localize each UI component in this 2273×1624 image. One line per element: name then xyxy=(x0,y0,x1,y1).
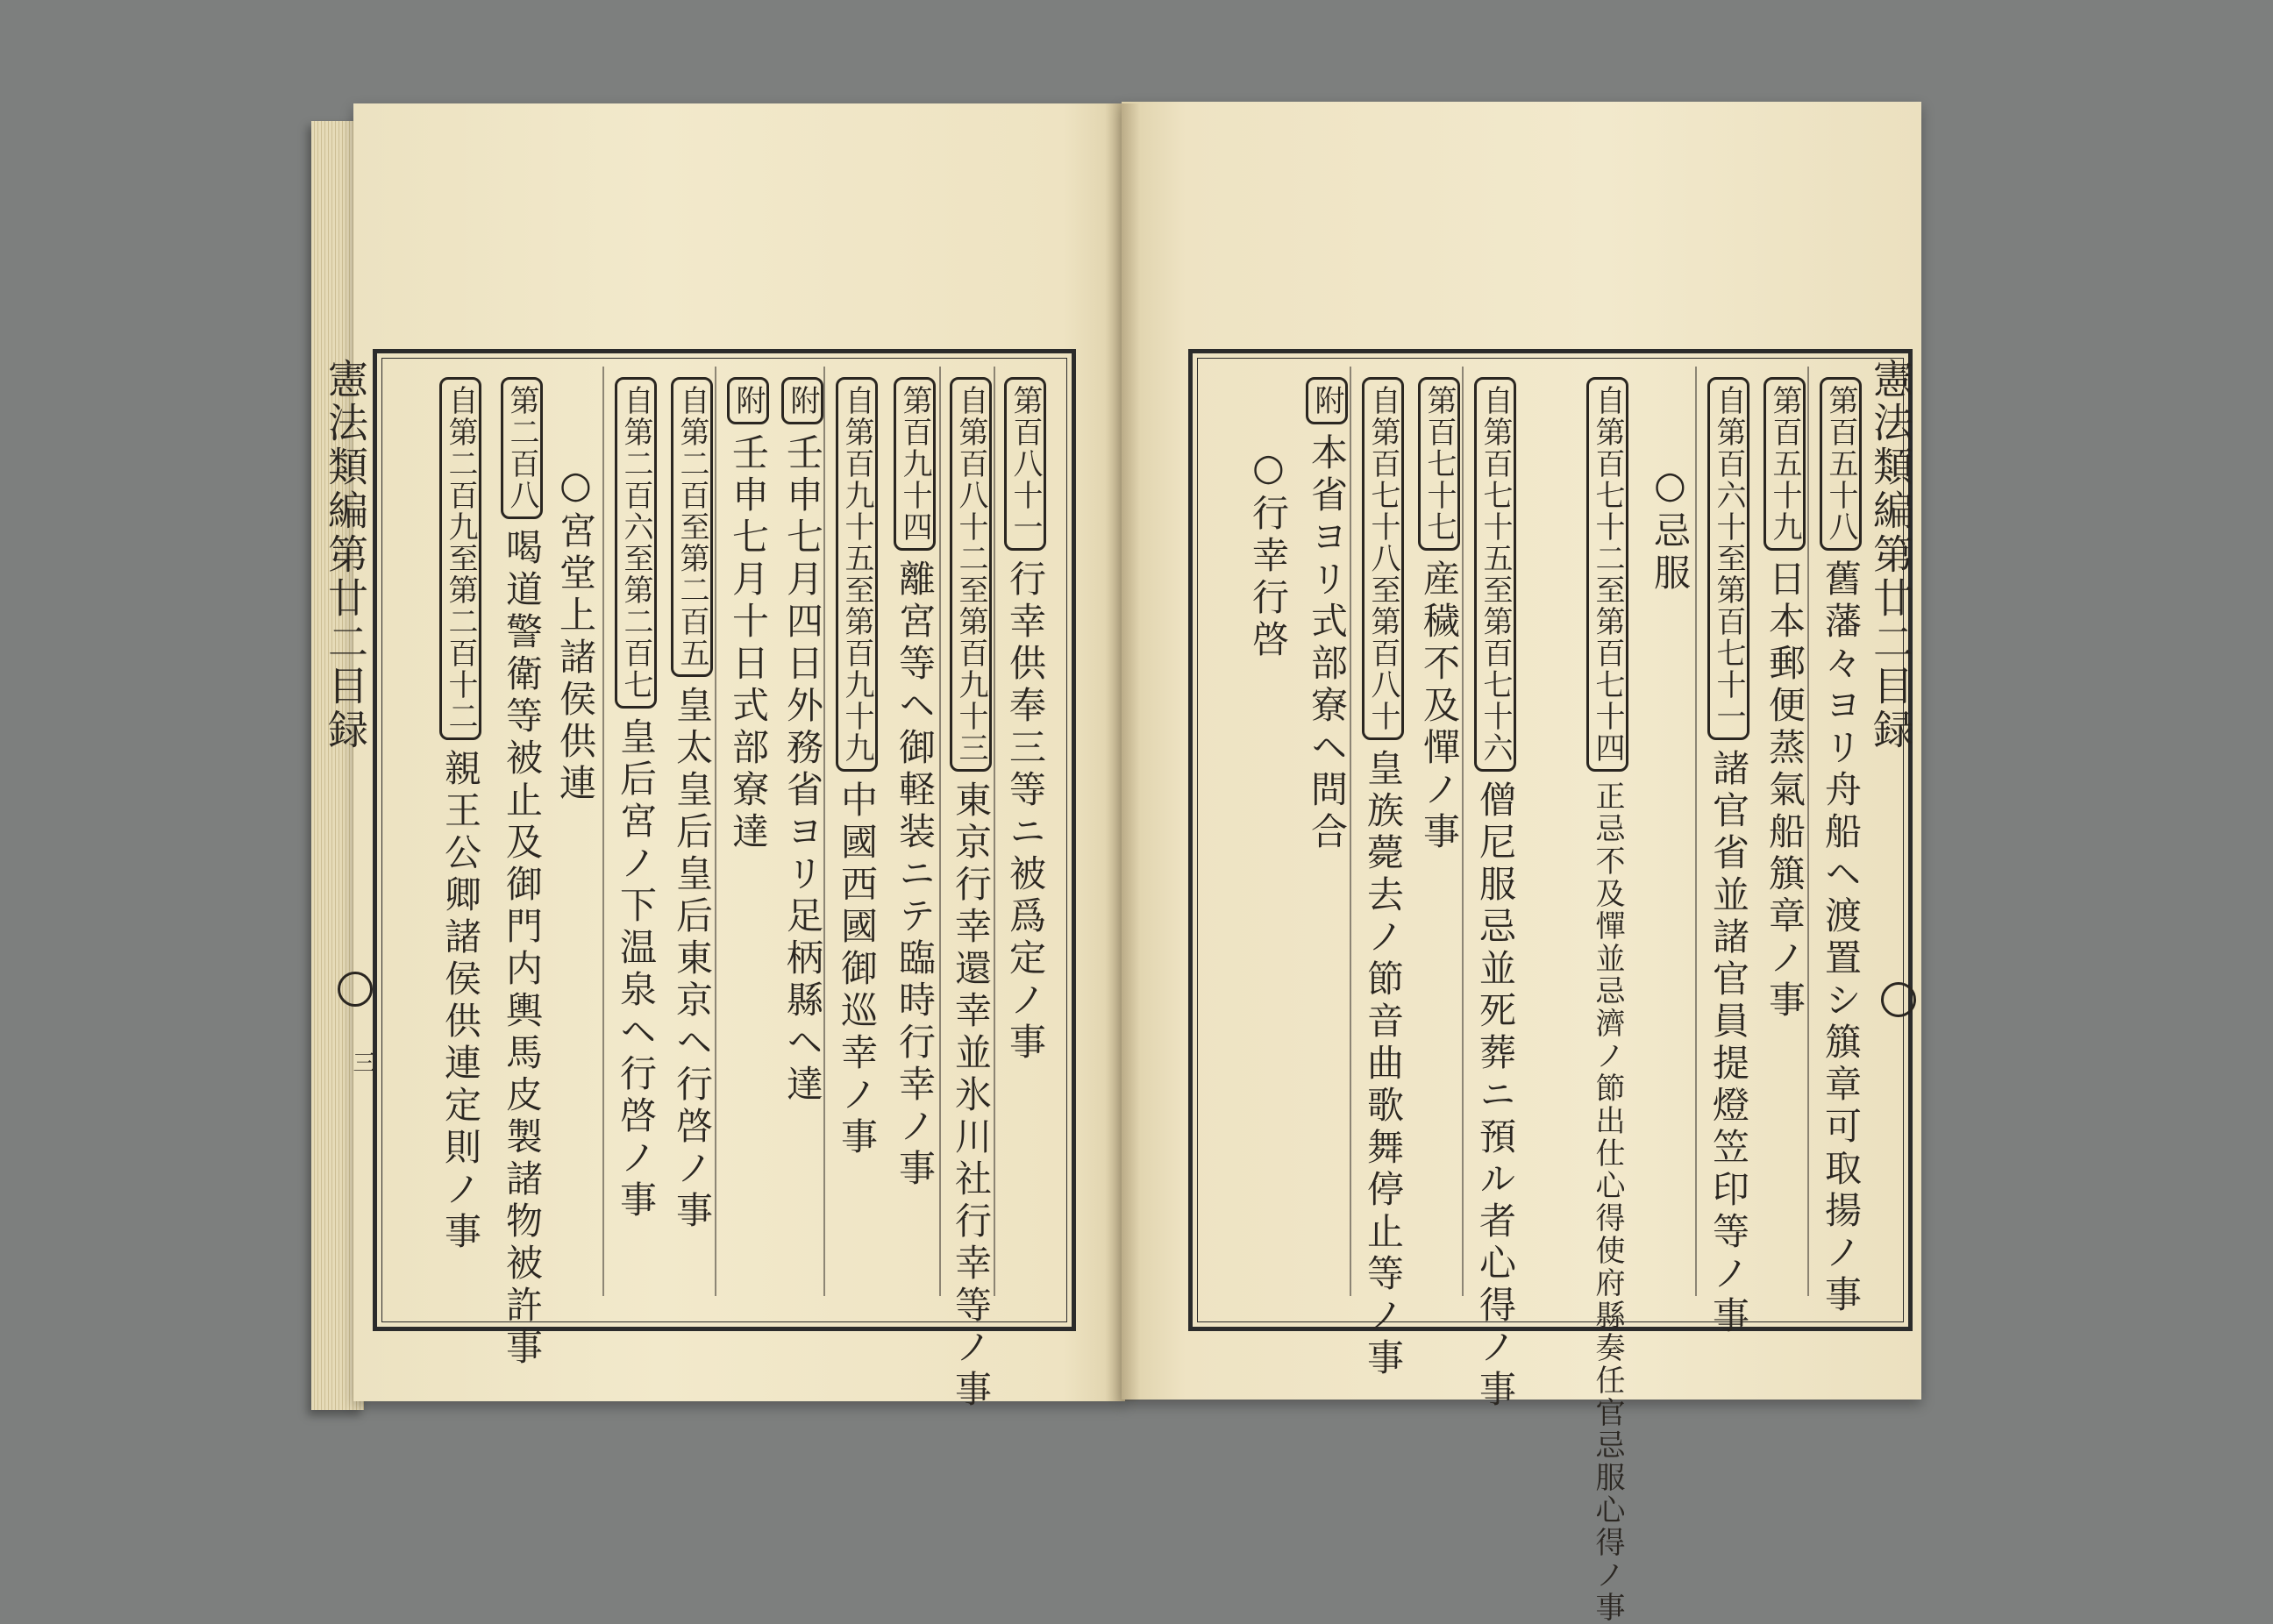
entry-number-label: 第二百八 xyxy=(501,377,543,519)
right-entry-3 xyxy=(1707,377,1749,1338)
right-entry-10 xyxy=(1247,445,1290,662)
entry-number-label: 第百八十一 xyxy=(1004,377,1046,551)
entry-text: 僧尼服忌並死葬ニ預ル者心得ノ事 xyxy=(1474,780,1517,1412)
column-rule xyxy=(1462,367,1464,1296)
right-entry-6 xyxy=(1474,377,1516,1412)
left-entry-10 xyxy=(501,377,543,1370)
right-entry-8 xyxy=(1362,377,1404,1380)
column-rule xyxy=(602,367,604,1296)
entry-text: ○宮堂上諸侯供連 xyxy=(554,463,597,806)
entry-number-label: 自第百六十至第百七十一 xyxy=(1707,377,1749,740)
entry-number-label: 第百五十九 xyxy=(1764,377,1806,551)
entry-text: 諸官省並諸官員提燈笠印等ノ事 xyxy=(1707,749,1750,1338)
entry-number-label: 自第百七十五至第百七十六 xyxy=(1474,377,1516,772)
entry-number-label: 附 xyxy=(1306,377,1348,424)
left-entry-6 xyxy=(727,377,769,854)
entry-text: 正忌不及憚並忌濟ノ節出仕心得使府縣奏任官忌服心得ノ事 xyxy=(1590,780,1625,1624)
entry-number-label: 自第百七十八至第百八十 xyxy=(1362,377,1404,740)
right-entry-7 xyxy=(1418,377,1460,854)
entry-text: 本省ヨリ式部寮ヘ問合 xyxy=(1306,433,1349,854)
right-entry-4 xyxy=(1649,463,1692,595)
entry-text: 産穢不及憚ノ事 xyxy=(1418,559,1461,854)
left-entry-7 xyxy=(671,377,713,1233)
left-entry-2 xyxy=(950,377,992,1412)
entry-number-label: 第百五十八 xyxy=(1820,377,1862,551)
entry-text: 東京行幸還幸並氷川社行幸等ノ事 xyxy=(950,780,993,1412)
left-entry-3 xyxy=(894,377,936,1191)
entry-text: 離宮等ヘ御軽装ニテ臨時行幸ノ事 xyxy=(894,559,937,1191)
entry-text: 行幸供奉三等ニ被爲定ノ事 xyxy=(1004,559,1047,1065)
right-entry-5 xyxy=(1586,377,1628,1624)
entry-number-label: 自第百八十二至第百九十三 xyxy=(950,377,992,772)
entry-number-label: 自第二百九至第二百十二 xyxy=(439,377,481,740)
column-rule xyxy=(1695,367,1697,1296)
entry-number-label: 第百九十四 xyxy=(894,377,936,551)
entry-number-label: 自第百九十五至第百九十九 xyxy=(836,377,878,772)
left-entry-8 xyxy=(615,377,657,1222)
left-entry-4 xyxy=(836,377,878,1159)
entry-text: 壬申七月十日式部寮達 xyxy=(727,433,770,854)
left-entry-11 xyxy=(439,377,481,1254)
column-rule xyxy=(939,367,941,1296)
left-edge-title: 憲法類編第廿二目録 xyxy=(322,358,369,752)
entry-text: 皇太皇后皇后東京ヘ行啓ノ事 xyxy=(671,686,714,1233)
column-rule xyxy=(1350,367,1351,1296)
entry-number-label: 自第二百六至第二百七 xyxy=(615,377,657,709)
book-gutter xyxy=(1105,103,1140,1401)
entry-number-label: 附 xyxy=(727,377,769,424)
left-entry-1 xyxy=(1004,377,1046,1065)
column-rule xyxy=(1807,367,1809,1296)
entry-number-label: 自第百七十二至第百七十四 xyxy=(1586,377,1628,772)
entry-text: 壬申七月四日外務省ヨリ足柄縣ヘ達 xyxy=(781,433,824,1107)
entry-text: ○行幸行啓 xyxy=(1247,445,1290,662)
right-entry-1 xyxy=(1820,377,1862,1317)
left-entry-9 xyxy=(554,463,597,806)
entry-text: 日本郵便蒸氣船簱章ノ事 xyxy=(1764,559,1806,1022)
entry-text: 喝道警衛等被止及御門内輿馬皮製諸物被許事 xyxy=(501,528,544,1370)
entry-text: 皇族薨去ノ節音曲歌舞停止等ノ事 xyxy=(1362,749,1405,1380)
entry-text: ○忌服 xyxy=(1649,463,1692,595)
entry-text: 中國西國御巡幸ノ事 xyxy=(836,780,879,1159)
right-entry-9 xyxy=(1306,377,1348,854)
open-book xyxy=(311,95,1925,1624)
right-circle-mark xyxy=(1881,982,1916,1017)
column-rule xyxy=(994,367,995,1296)
left-circle-mark xyxy=(338,972,373,1007)
entry-number-label: 自第二百至第二百五 xyxy=(671,377,713,677)
left-entry-5 xyxy=(781,377,823,1107)
column-rule xyxy=(715,367,716,1296)
entry-text: 舊藩々ヨリ舟船ヘ渡置シ簱章可取揚ノ事 xyxy=(1820,559,1863,1317)
right-entry-2 xyxy=(1764,377,1806,1022)
entry-text: 皇后宮ノ下温泉ヘ行啓ノ事 xyxy=(615,717,658,1222)
entry-number-label: 第百七十七 xyxy=(1418,377,1460,551)
right-edge-title: 憲法類編第廿二目録 xyxy=(1867,358,1914,752)
entry-number-label: 附 xyxy=(781,377,823,424)
entry-text: 親王公卿諸侯供連定則ノ事 xyxy=(439,749,482,1254)
left-folio: 三 xyxy=(349,1051,375,1073)
